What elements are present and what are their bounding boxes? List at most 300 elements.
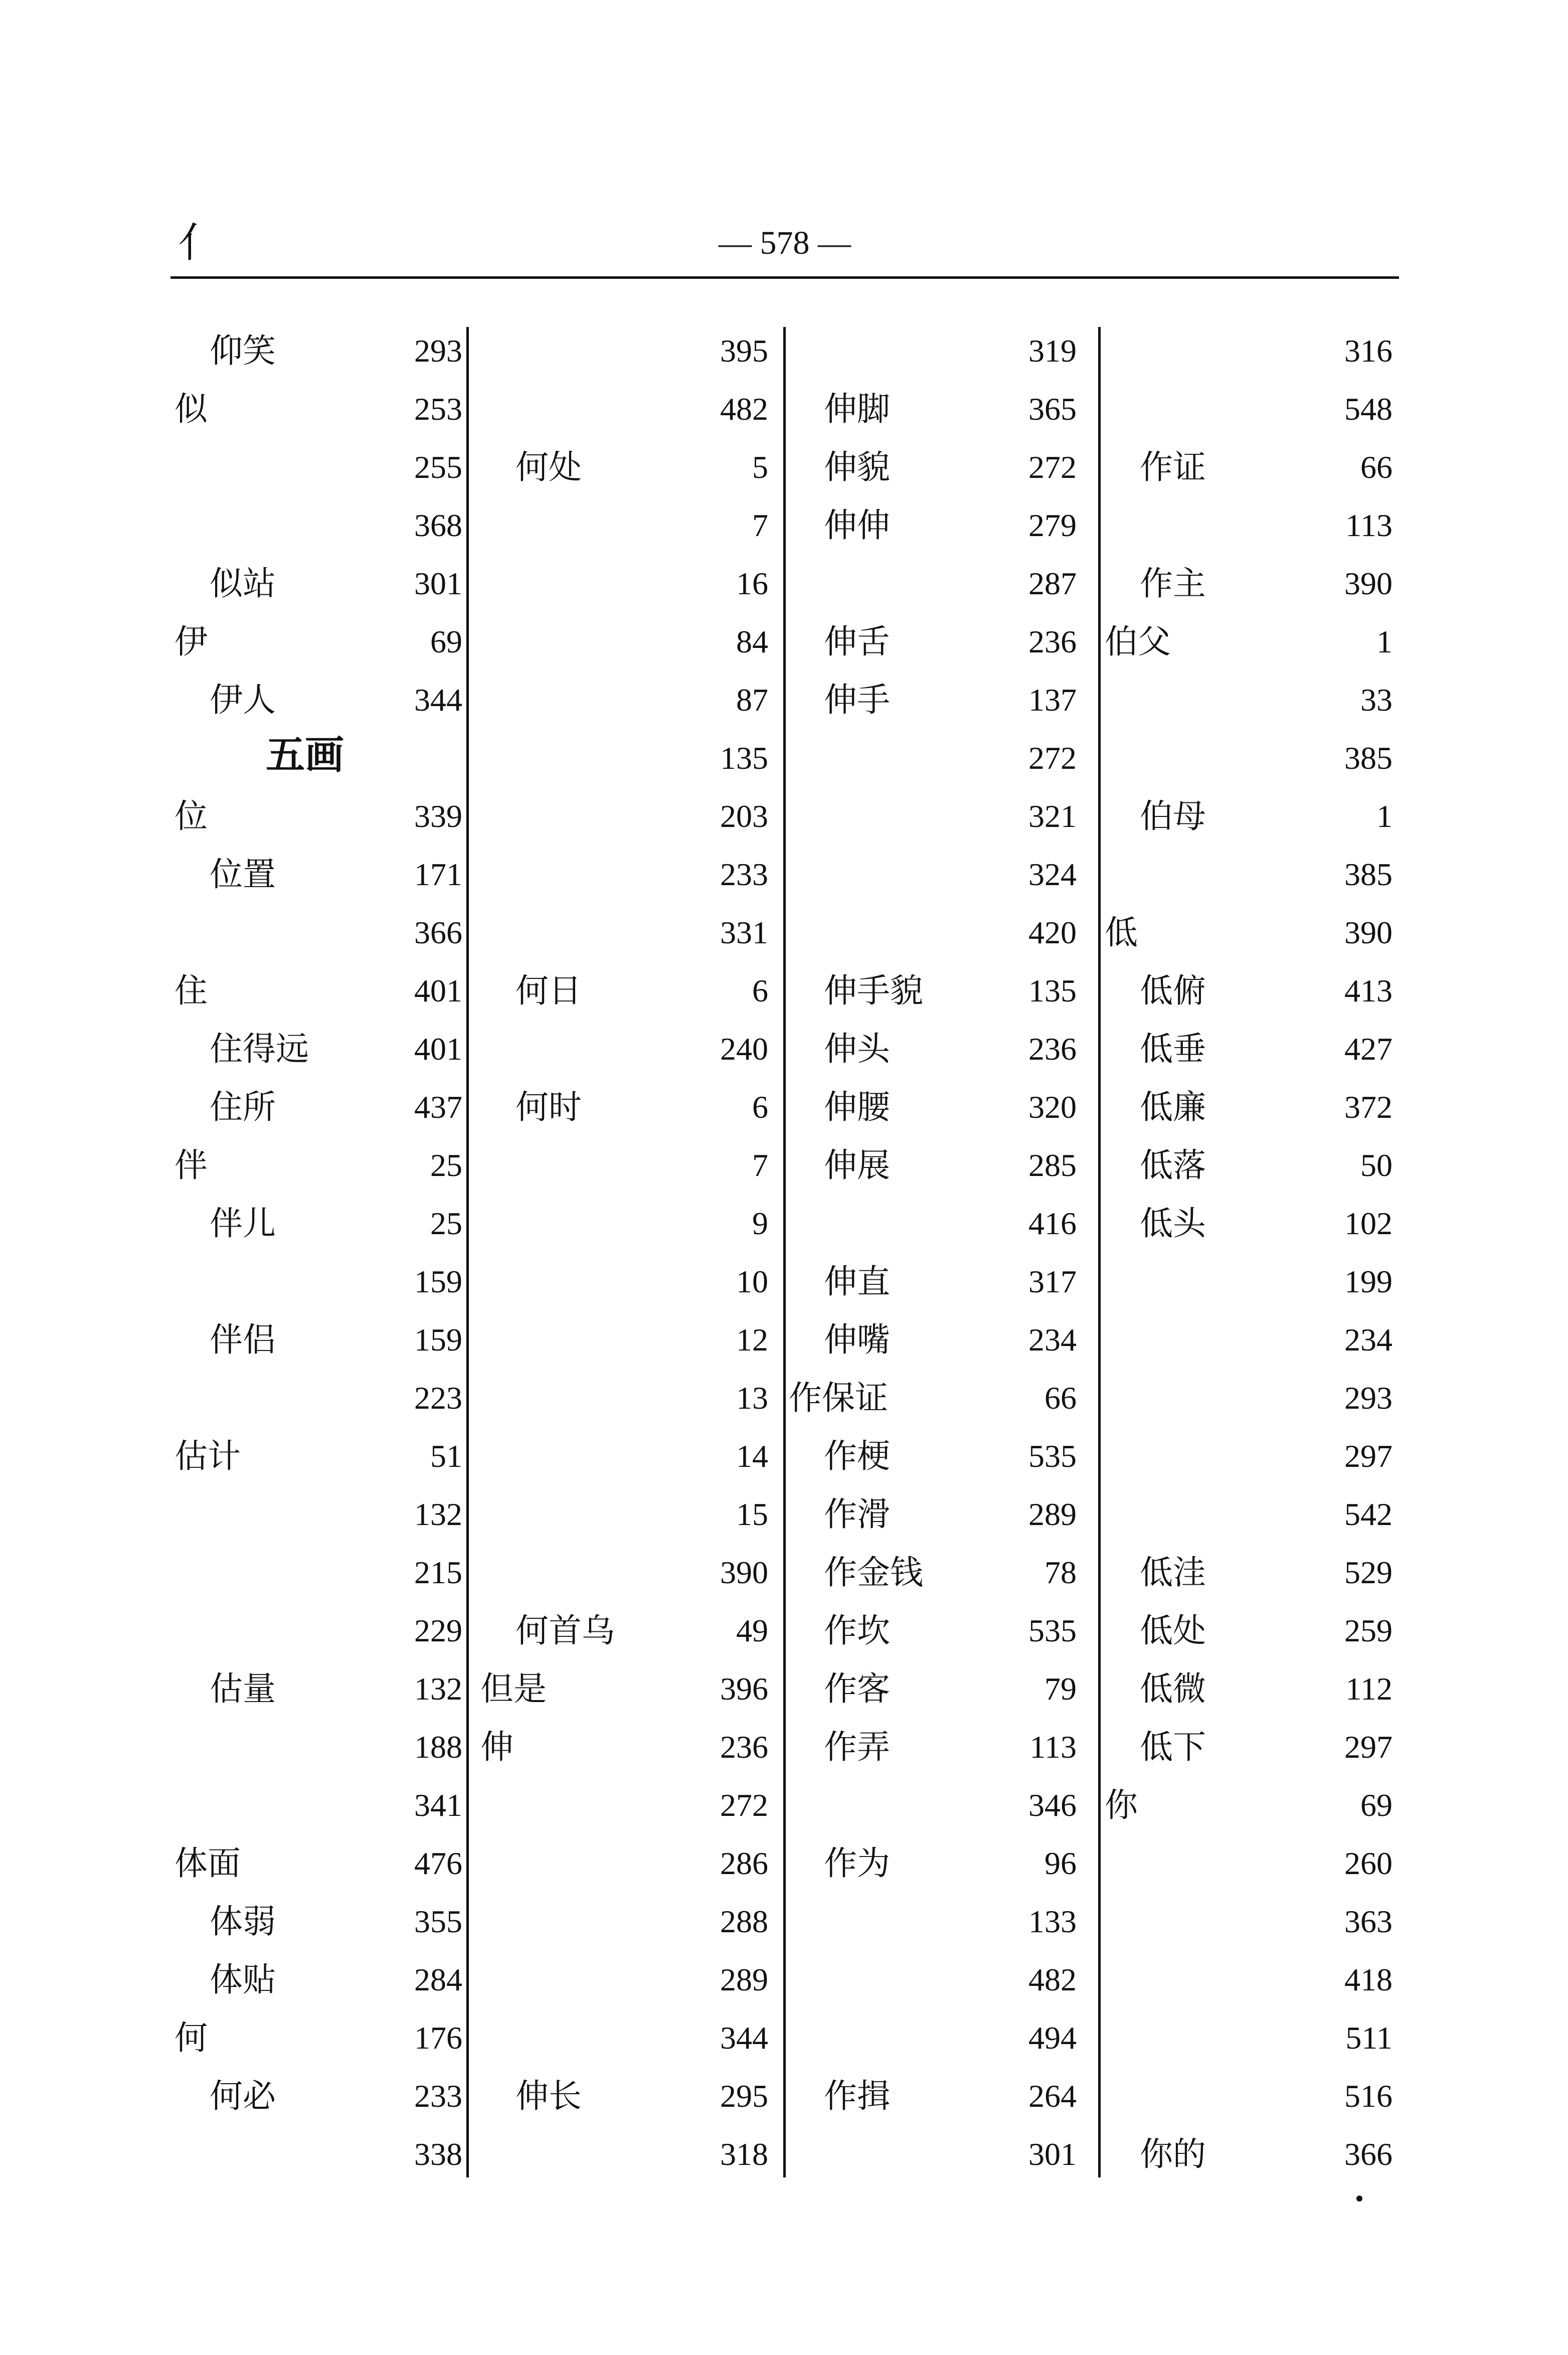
entry-term: 伊人 bbox=[210, 681, 276, 719]
entry-page-number: 234 bbox=[1344, 1322, 1392, 1358]
entry-page-number: 7 bbox=[752, 508, 768, 543]
entry-page-number: 223 bbox=[414, 1380, 462, 1416]
column-divider bbox=[466, 327, 469, 2177]
index-column-4 bbox=[1101, 322, 1408, 2183]
entry-page-number: 401 bbox=[414, 973, 462, 1008]
entry-term: 伸腰 bbox=[824, 1088, 890, 1126]
index-entry bbox=[1101, 1776, 1408, 1834]
entry-page-number: 297 bbox=[1344, 1438, 1392, 1474]
entry-page-number: 413 bbox=[1344, 973, 1392, 1008]
entry-term: 何时 bbox=[515, 1088, 582, 1126]
index-entry bbox=[476, 846, 783, 904]
index-entry bbox=[1101, 671, 1408, 729]
index-column-3 bbox=[785, 322, 1092, 2183]
index-entry bbox=[1101, 1718, 1408, 1776]
index-entry bbox=[785, 2067, 1092, 2125]
entry-page-number: 66 bbox=[1360, 449, 1392, 485]
index-entry bbox=[476, 962, 783, 1020]
entry-page-number: 339 bbox=[414, 798, 462, 834]
index-entry bbox=[170, 322, 477, 380]
index-entry bbox=[785, 1195, 1092, 1253]
index-entry bbox=[785, 1718, 1092, 1776]
radical-section-mark: 亻 bbox=[178, 219, 220, 267]
entry-term: 伯父 bbox=[1105, 622, 1171, 661]
entry-page-number: 320 bbox=[1028, 1089, 1077, 1125]
entry-page-number: 260 bbox=[1344, 1845, 1392, 1881]
entry-page-number: 316 bbox=[1344, 333, 1392, 369]
entry-term: 估量 bbox=[210, 1669, 276, 1708]
entry-page-number: 420 bbox=[1028, 915, 1077, 950]
index-entry bbox=[170, 729, 477, 787]
entry-term: 何处 bbox=[515, 448, 582, 486]
entry-page-number: 113 bbox=[1029, 1729, 1077, 1765]
entry-page-number: 84 bbox=[736, 624, 768, 659]
index-column-1 bbox=[170, 322, 477, 2183]
entry-page-number: 542 bbox=[1344, 1496, 1392, 1532]
index-grid bbox=[170, 322, 1399, 2177]
entry-page-number: 390 bbox=[1344, 566, 1392, 601]
index-entry bbox=[785, 613, 1092, 671]
entry-page-number: 49 bbox=[736, 1613, 768, 1648]
entry-page-number: 229 bbox=[414, 1613, 462, 1648]
index-entry bbox=[1101, 1195, 1408, 1253]
entry-page-number: 9 bbox=[752, 1206, 768, 1241]
index-entry bbox=[170, 1195, 477, 1253]
entry-page-number: 396 bbox=[720, 1671, 768, 1707]
entry-page-number: 363 bbox=[1344, 1904, 1392, 1939]
entry-page-number: 346 bbox=[1028, 1787, 1077, 1823]
entry-page-number: 78 bbox=[1044, 1555, 1077, 1590]
entry-term: 伴儿 bbox=[210, 1204, 276, 1243]
entry-page-number: 159 bbox=[414, 1264, 462, 1299]
entry-page-number: 233 bbox=[414, 2078, 462, 2114]
index-entry bbox=[1101, 380, 1408, 438]
entry-page-number: 66 bbox=[1044, 1380, 1077, 1416]
entry-term: 住得远 bbox=[210, 1030, 309, 1068]
entry-page-number: 293 bbox=[1344, 1380, 1392, 1416]
index-entry bbox=[476, 1951, 783, 2009]
entry-page-number: 203 bbox=[720, 798, 768, 834]
entry-page-number: 285 bbox=[1028, 1147, 1077, 1183]
index-entry bbox=[785, 1602, 1092, 1660]
entry-term: 低下 bbox=[1140, 1728, 1206, 1766]
entry-term: 何 bbox=[175, 2018, 208, 2057]
entry-term: 但是 bbox=[480, 1669, 547, 1708]
entry-page-number: 289 bbox=[1028, 1496, 1077, 1532]
index-entry bbox=[785, 1369, 1092, 1427]
index-entry bbox=[1101, 2067, 1408, 2125]
index-entry bbox=[476, 1485, 783, 1544]
index-entry bbox=[170, 1602, 477, 1660]
index-entry bbox=[785, 555, 1092, 613]
entry-page-number: 171 bbox=[414, 857, 462, 892]
index-entry bbox=[476, 1893, 783, 1951]
index-entry bbox=[1101, 1427, 1408, 1485]
entry-term: 低头 bbox=[1140, 1204, 1206, 1243]
index-entry bbox=[1101, 2125, 1408, 2183]
entry-page-number: 341 bbox=[414, 1787, 462, 1823]
entry-term: 伸脚 bbox=[824, 390, 890, 428]
entry-page-number: 529 bbox=[1344, 1555, 1392, 1590]
index-entry bbox=[1101, 1136, 1408, 1195]
entry-page-number: 176 bbox=[414, 2020, 462, 2056]
index-entry bbox=[785, 380, 1092, 438]
entry-page-number: 385 bbox=[1344, 857, 1392, 892]
index-entry bbox=[1101, 787, 1408, 846]
entry-page-number: 366 bbox=[414, 915, 462, 950]
entry-page-number: 188 bbox=[414, 1729, 462, 1765]
index-entry bbox=[170, 1660, 477, 1718]
entry-page-number: 338 bbox=[414, 2136, 462, 2172]
entry-page-number: 319 bbox=[1028, 333, 1077, 369]
entry-term: 伸 bbox=[480, 1728, 513, 1766]
entry-page-number: 368 bbox=[414, 508, 462, 543]
entry-term: 作坎 bbox=[824, 1611, 890, 1650]
entry-term: 位 bbox=[175, 797, 208, 835]
entry-page-number: 293 bbox=[414, 333, 462, 369]
index-entry bbox=[170, 904, 477, 962]
index-entry bbox=[170, 438, 477, 496]
entry-page-number: 317 bbox=[1028, 1264, 1077, 1299]
index-entry bbox=[476, 787, 783, 846]
index-entry bbox=[170, 613, 477, 671]
index-entry bbox=[1101, 2009, 1408, 2067]
index-entry bbox=[170, 1485, 477, 1544]
index-entry bbox=[170, 1253, 477, 1311]
index-entry bbox=[476, 1020, 783, 1078]
entry-page-number: 418 bbox=[1344, 1962, 1392, 1997]
index-entry bbox=[785, 1776, 1092, 1834]
index-entry bbox=[1101, 1660, 1408, 1718]
entry-term: 伊 bbox=[175, 622, 208, 661]
index-entry bbox=[785, 962, 1092, 1020]
entry-page-number: 215 bbox=[414, 1555, 462, 1590]
entry-page-number: 365 bbox=[1028, 391, 1077, 427]
entry-page-number: 289 bbox=[720, 1962, 768, 1997]
entry-page-number: 51 bbox=[430, 1438, 462, 1474]
index-entry bbox=[170, 1311, 477, 1369]
index-column-2 bbox=[476, 322, 783, 2183]
index-entry bbox=[476, 671, 783, 729]
index-entry bbox=[170, 496, 477, 555]
entry-page-number: 287 bbox=[1028, 566, 1077, 601]
entry-page-number: 401 bbox=[414, 1031, 462, 1067]
entry-page-number: 236 bbox=[1028, 1031, 1077, 1067]
entry-page-number: 79 bbox=[1044, 1671, 1077, 1707]
entry-page-number: 69 bbox=[1360, 1787, 1392, 1823]
entry-page-number: 284 bbox=[414, 1962, 462, 1997]
index-entry bbox=[785, 2009, 1092, 2067]
entry-page-number: 344 bbox=[720, 2020, 768, 2056]
entry-term: 伸头 bbox=[824, 1030, 890, 1068]
entry-term: 低落 bbox=[1140, 1146, 1206, 1185]
entry-term: 低微 bbox=[1140, 1669, 1206, 1708]
entry-term: 伯母 bbox=[1140, 797, 1206, 835]
entry-page-number: 427 bbox=[1344, 1031, 1392, 1067]
index-entry bbox=[476, 2125, 783, 2183]
entry-term: 作揖 bbox=[824, 2077, 890, 2115]
entry-term: 住 bbox=[175, 971, 208, 1010]
entry-page-number: 33 bbox=[1360, 682, 1392, 718]
entry-term: 作梗 bbox=[824, 1437, 890, 1475]
index-entry bbox=[1101, 1951, 1408, 2009]
entry-page-number: 366 bbox=[1344, 2136, 1392, 2172]
index-entry bbox=[476, 2009, 783, 2067]
entry-term: 作弄 bbox=[824, 1728, 890, 1766]
index-entry bbox=[170, 787, 477, 846]
entry-page-number: 295 bbox=[720, 2078, 768, 2114]
entry-term: 似站 bbox=[210, 564, 276, 603]
index-entry bbox=[476, 1602, 783, 1660]
index-entry bbox=[785, 1078, 1092, 1136]
index-entry bbox=[785, 1485, 1092, 1544]
index-entry bbox=[785, 904, 1092, 962]
entry-page-number: 482 bbox=[1028, 1962, 1077, 1997]
entry-page-number: 25 bbox=[430, 1147, 462, 1183]
index-entry bbox=[170, 962, 477, 1020]
index-entry bbox=[1101, 1253, 1408, 1311]
index-entry bbox=[1101, 613, 1408, 671]
index-entry bbox=[476, 1311, 783, 1369]
index-entry bbox=[785, 496, 1092, 555]
entry-page-number: 234 bbox=[1028, 1322, 1077, 1358]
entry-term: 作证 bbox=[1140, 448, 1206, 486]
index-entry bbox=[476, 1427, 783, 1485]
entry-page-number: 482 bbox=[720, 391, 768, 427]
index-entry bbox=[1101, 1369, 1408, 1427]
index-entry bbox=[170, 2067, 477, 2125]
entry-page-number: 13 bbox=[736, 1380, 768, 1416]
index-entry bbox=[785, 438, 1092, 496]
entry-page-number: 331 bbox=[720, 915, 768, 950]
index-entry bbox=[476, 613, 783, 671]
entry-page-number: 279 bbox=[1028, 508, 1077, 543]
index-entry bbox=[1101, 1020, 1408, 1078]
entry-page-number: 69 bbox=[430, 624, 462, 659]
index-entry bbox=[476, 1718, 783, 1776]
entry-page-number: 159 bbox=[414, 1322, 462, 1358]
entry-page-number: 135 bbox=[720, 740, 768, 776]
index-entry bbox=[785, 1660, 1092, 1718]
index-entry bbox=[476, 1776, 783, 1834]
entry-term: 低廉 bbox=[1140, 1088, 1206, 1126]
entry-page-number: 50 bbox=[1360, 1147, 1392, 1183]
entry-page-number: 355 bbox=[414, 1904, 462, 1939]
entry-page-number: 102 bbox=[1344, 1206, 1392, 1241]
entry-page-number: 87 bbox=[736, 682, 768, 718]
entry-term: 伸伸 bbox=[824, 506, 890, 545]
entry-page-number: 16 bbox=[736, 566, 768, 601]
entry-page-number: 390 bbox=[1344, 915, 1392, 950]
entry-term: 何日 bbox=[515, 971, 582, 1010]
entry-page-number: 132 bbox=[414, 1671, 462, 1707]
entry-page-number: 7 bbox=[752, 1147, 768, 1183]
index-entry bbox=[170, 846, 477, 904]
index-entry bbox=[1101, 1485, 1408, 1544]
entry-page-number: 137 bbox=[1028, 682, 1077, 718]
entry-term: 体弱 bbox=[210, 1902, 276, 1941]
index-entry bbox=[785, 846, 1092, 904]
entry-page-number: 324 bbox=[1028, 857, 1077, 892]
entry-term: 你 bbox=[1105, 1786, 1138, 1824]
entry-page-number: 286 bbox=[720, 1845, 768, 1881]
index-entry bbox=[1101, 904, 1408, 962]
entry-term: 位置 bbox=[210, 855, 276, 894]
entry-page-number: 548 bbox=[1344, 391, 1392, 427]
entry-page-number: 344 bbox=[414, 682, 462, 718]
index-entry bbox=[1101, 496, 1408, 555]
index-entry bbox=[170, 2009, 477, 2067]
index-entry bbox=[1101, 555, 1408, 613]
entry-page-number: 6 bbox=[752, 1089, 768, 1125]
index-entry bbox=[785, 1893, 1092, 1951]
entry-page-number: 395 bbox=[720, 333, 768, 369]
page-number: — 578 — bbox=[719, 225, 851, 261]
entry-page-number: 240 bbox=[720, 1031, 768, 1067]
index-entry bbox=[1101, 729, 1408, 787]
entry-page-number: 15 bbox=[736, 1496, 768, 1532]
entry-page-number: 112 bbox=[1345, 1671, 1392, 1707]
entry-page-number: 390 bbox=[720, 1555, 768, 1590]
entry-page-number: 255 bbox=[414, 449, 462, 485]
index-entry bbox=[170, 1020, 477, 1078]
entry-term: 估计 bbox=[175, 1437, 241, 1475]
index-entry bbox=[476, 904, 783, 962]
entry-term: 仰笑 bbox=[210, 331, 276, 370]
entry-page-number: 12 bbox=[736, 1322, 768, 1358]
entry-page-number: 385 bbox=[1344, 740, 1392, 776]
entry-page-number: 10 bbox=[736, 1264, 768, 1299]
index-entry bbox=[785, 2125, 1092, 2183]
index-entry bbox=[1101, 438, 1408, 496]
entry-term: 低处 bbox=[1140, 1611, 1206, 1650]
entry-term: 伸手貌 bbox=[824, 971, 923, 1010]
entry-page-number: 1 bbox=[1376, 798, 1392, 834]
entry-page-number: 437 bbox=[414, 1089, 462, 1125]
entry-page-number: 321 bbox=[1028, 798, 1077, 834]
entry-page-number: 199 bbox=[1344, 1264, 1392, 1299]
entry-page-number: 6 bbox=[752, 973, 768, 1008]
entry-page-number: 259 bbox=[1344, 1613, 1392, 1648]
entry-term: 伸手 bbox=[824, 681, 890, 719]
entry-page-number: 516 bbox=[1344, 2078, 1392, 2114]
entry-term: 低垂 bbox=[1140, 1030, 1206, 1068]
entry-page-number: 272 bbox=[1028, 740, 1077, 776]
entry-page-number: 318 bbox=[720, 2136, 768, 2172]
index-entry bbox=[1101, 846, 1408, 904]
index-entry bbox=[785, 671, 1092, 729]
index-entry bbox=[785, 1020, 1092, 1078]
entry-page-number: 113 bbox=[1345, 508, 1392, 543]
entry-term: 低 bbox=[1105, 913, 1138, 952]
entry-term: 作主 bbox=[1140, 564, 1206, 603]
index-entry bbox=[476, 496, 783, 555]
index-entry bbox=[170, 380, 477, 438]
index-entry bbox=[785, 1253, 1092, 1311]
entry-term: 伸嘴 bbox=[824, 1320, 890, 1359]
entry-page-number: 133 bbox=[1028, 1904, 1077, 1939]
entry-page-number: 272 bbox=[720, 1787, 768, 1823]
entry-page-number: 301 bbox=[414, 566, 462, 601]
index-entry bbox=[785, 1544, 1092, 1602]
index-entry bbox=[476, 322, 783, 380]
index-entry bbox=[170, 1834, 477, 1893]
entry-term: 低洼 bbox=[1140, 1553, 1206, 1592]
entry-page-number: 1 bbox=[1376, 624, 1392, 659]
entry-term: 体面 bbox=[175, 1844, 241, 1883]
entry-page-number: 96 bbox=[1044, 1845, 1077, 1881]
entry-term: 何必 bbox=[210, 2077, 276, 2115]
index-entry bbox=[170, 671, 477, 729]
entry-term: 伴 bbox=[175, 1146, 208, 1185]
index-entry bbox=[1101, 1834, 1408, 1893]
index-entry bbox=[1101, 1544, 1408, 1602]
index-entry bbox=[476, 1195, 783, 1253]
index-entry bbox=[476, 729, 783, 787]
index-entry bbox=[1101, 1893, 1408, 1951]
index-entry bbox=[785, 1834, 1092, 1893]
entry-page-number: 236 bbox=[720, 1729, 768, 1765]
entry-term: 似 bbox=[175, 390, 208, 428]
print-speck bbox=[1356, 2196, 1362, 2202]
index-entry bbox=[170, 1893, 477, 1951]
entry-term: 何首乌 bbox=[515, 1611, 615, 1650]
header-rule bbox=[170, 276, 1399, 279]
entry-term: 住所 bbox=[210, 1088, 276, 1126]
entry-page-number: 288 bbox=[720, 1904, 768, 1939]
index-entry bbox=[170, 1951, 477, 2009]
entry-page-number: 535 bbox=[1028, 1613, 1077, 1648]
entry-term: 伸貌 bbox=[824, 448, 890, 486]
index-entry bbox=[170, 1427, 477, 1485]
entry-page-number: 416 bbox=[1028, 1206, 1077, 1241]
index-entry bbox=[785, 787, 1092, 846]
index-entry bbox=[170, 1136, 477, 1195]
entry-term: 你的 bbox=[1140, 2135, 1206, 2173]
index-entry bbox=[170, 1369, 477, 1427]
entry-page-number: 264 bbox=[1028, 2078, 1077, 2114]
index-entry bbox=[170, 1776, 477, 1834]
index-entry bbox=[476, 1078, 783, 1136]
index-entry bbox=[476, 1369, 783, 1427]
entry-page-number: 5 bbox=[752, 449, 768, 485]
entry-page-number: 535 bbox=[1028, 1438, 1077, 1474]
index-entry bbox=[476, 1253, 783, 1311]
entry-page-number: 132 bbox=[414, 1496, 462, 1532]
index-entry bbox=[476, 438, 783, 496]
index-entry bbox=[785, 1311, 1092, 1369]
entry-page-number: 476 bbox=[414, 1845, 462, 1881]
page-header bbox=[170, 211, 1399, 281]
entry-term: 伸长 bbox=[515, 2077, 582, 2115]
entry-term: 作滑 bbox=[824, 1495, 890, 1534]
stroke-count-heading: 五画 bbox=[266, 732, 344, 778]
entry-term: 作保证 bbox=[789, 1379, 888, 1417]
index-entry bbox=[1101, 1311, 1408, 1369]
entry-term: 伴侣 bbox=[210, 1320, 276, 1359]
entry-page-number: 135 bbox=[1028, 973, 1077, 1008]
entry-term: 伸直 bbox=[824, 1262, 890, 1301]
index-entry bbox=[785, 1951, 1092, 2009]
entry-page-number: 511 bbox=[1345, 2020, 1392, 2056]
entry-term: 体贴 bbox=[210, 1960, 276, 1999]
index-entry bbox=[170, 1718, 477, 1776]
index-entry bbox=[476, 380, 783, 438]
index-entry bbox=[476, 1136, 783, 1195]
index-entry bbox=[476, 2067, 783, 2125]
entry-term: 低俯 bbox=[1140, 971, 1206, 1010]
index-entry bbox=[785, 1427, 1092, 1485]
